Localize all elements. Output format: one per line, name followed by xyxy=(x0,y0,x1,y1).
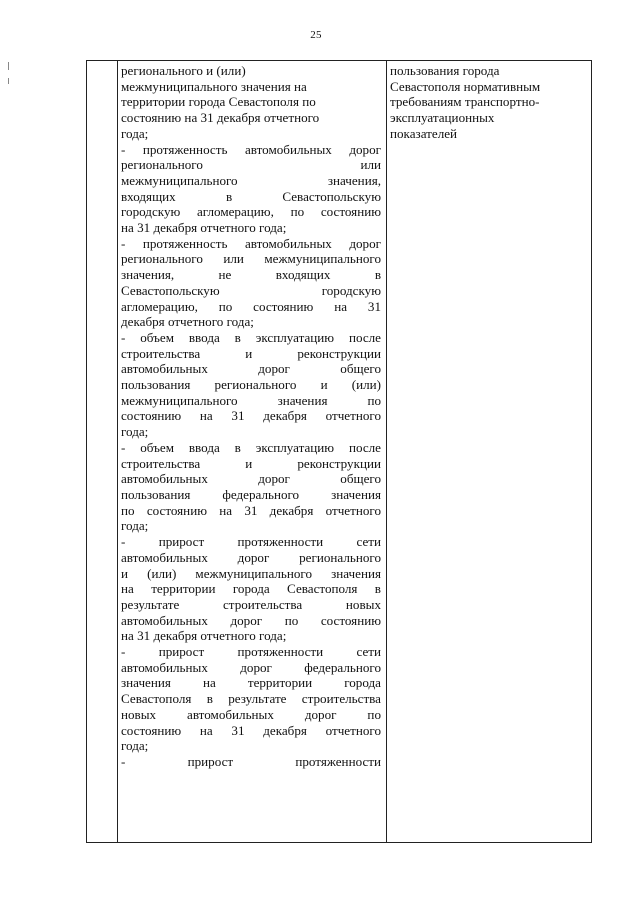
criteria-line: Севастополя нормативным xyxy=(390,78,541,94)
indicator-line: состоянию на 31 декабря отчетного xyxy=(121,722,381,738)
indicator-line: состоянию на 31 декабря отчетного xyxy=(121,110,320,126)
criteria-text xyxy=(387,61,591,142)
indicator-line: межмуниципального значения на xyxy=(121,78,307,94)
page-number: 25 xyxy=(310,29,322,41)
indicator-line: Севастополя в результате строительства xyxy=(121,691,381,707)
criteria-line: показателей xyxy=(390,125,458,141)
criteria-line: эксплуатационных xyxy=(390,110,495,126)
indicator-line: - протяженность автомобильных дорог xyxy=(121,141,381,157)
indicator-line: состоянию на 31 декабря отчетного xyxy=(121,408,381,424)
indicator-line: регионального или межмуниципального xyxy=(121,251,381,267)
indicator-line: межмуниципального значения, xyxy=(121,172,381,188)
binding-mark-bottom xyxy=(8,78,9,84)
indicator-line: территории города Севастополя по xyxy=(121,94,316,110)
indicator-line: автомобильных дорог федерального xyxy=(121,659,381,675)
indicators-cell xyxy=(118,61,387,843)
indicator-line: на территории города Севастополя в xyxy=(121,581,381,597)
indicator-line: агломерацию, по состоянию на 31 xyxy=(121,298,381,314)
indicator-line: года; xyxy=(121,424,149,440)
indicator-line: года; xyxy=(121,518,149,534)
indicator-line: - прирост протяженности сети xyxy=(121,644,381,660)
indicator-line: пользования федерального значения xyxy=(121,486,381,502)
indicator-line: новых автомобильных дорог по xyxy=(121,706,381,722)
binding-mark-top xyxy=(8,62,9,70)
indicator-line: на 31 декабря отчетного года; xyxy=(121,628,287,644)
indicator-line: автомобильных дорог регионального xyxy=(121,549,381,565)
criteria-line: требованиям транспортно- xyxy=(390,94,540,110)
indicator-line: года; xyxy=(121,125,149,141)
indicator-line: регионального и (или) xyxy=(121,63,246,78)
criteria-cell xyxy=(387,61,592,843)
criteria-line: пользования города xyxy=(390,63,500,78)
indicator-line: года; xyxy=(121,738,149,754)
indicator-line: декабря отчетного года; xyxy=(121,314,254,330)
indicator-line: автомобильных дорог общего xyxy=(121,361,381,377)
indicator-line: - прирост протяженности сети xyxy=(121,534,381,550)
indicator-line: строительства и реконструкции xyxy=(121,345,381,361)
indicator-line: регионального или xyxy=(121,157,381,173)
indicator-line: входящих в Севастопольскую xyxy=(121,188,381,204)
indicator-line: значения на территории города xyxy=(121,675,381,691)
indicator-line: по состоянию на 31 декабря отчетного xyxy=(121,502,381,518)
indicator-line: значения, не входящих в xyxy=(121,267,381,283)
indicator-line: межмуниципального значения по xyxy=(121,392,381,408)
indicator-line: - протяженность автомобильных дорог xyxy=(121,235,381,251)
indicator-line: и (или) межмуниципального значения xyxy=(121,565,381,581)
indicator-line: - объем ввода в эксплуатацию после xyxy=(121,329,381,345)
indicator-line: автомобильных дорог по состоянию xyxy=(121,612,381,628)
indicators-text xyxy=(118,61,386,770)
indicator-line: на 31 декабря отчетного года; xyxy=(121,220,287,236)
indicators-table xyxy=(86,60,592,843)
indicator-line: строительства и реконструкции xyxy=(121,455,381,471)
indicator-line: автомобильных дорог общего xyxy=(121,471,381,487)
indicator-line: городскую агломерацию, по состоянию xyxy=(121,204,381,220)
indicator-line: пользования регионального и (или) xyxy=(121,377,381,393)
indicator-line: - объем ввода в эксплуатацию после xyxy=(121,439,381,455)
table-row xyxy=(87,61,592,843)
indicator-line: результате строительства новых xyxy=(121,596,381,612)
indicator-line: - прирост протяженности xyxy=(121,753,381,769)
number-cell xyxy=(87,61,118,843)
indicator-line: Севастопольскую городскую xyxy=(121,282,381,298)
